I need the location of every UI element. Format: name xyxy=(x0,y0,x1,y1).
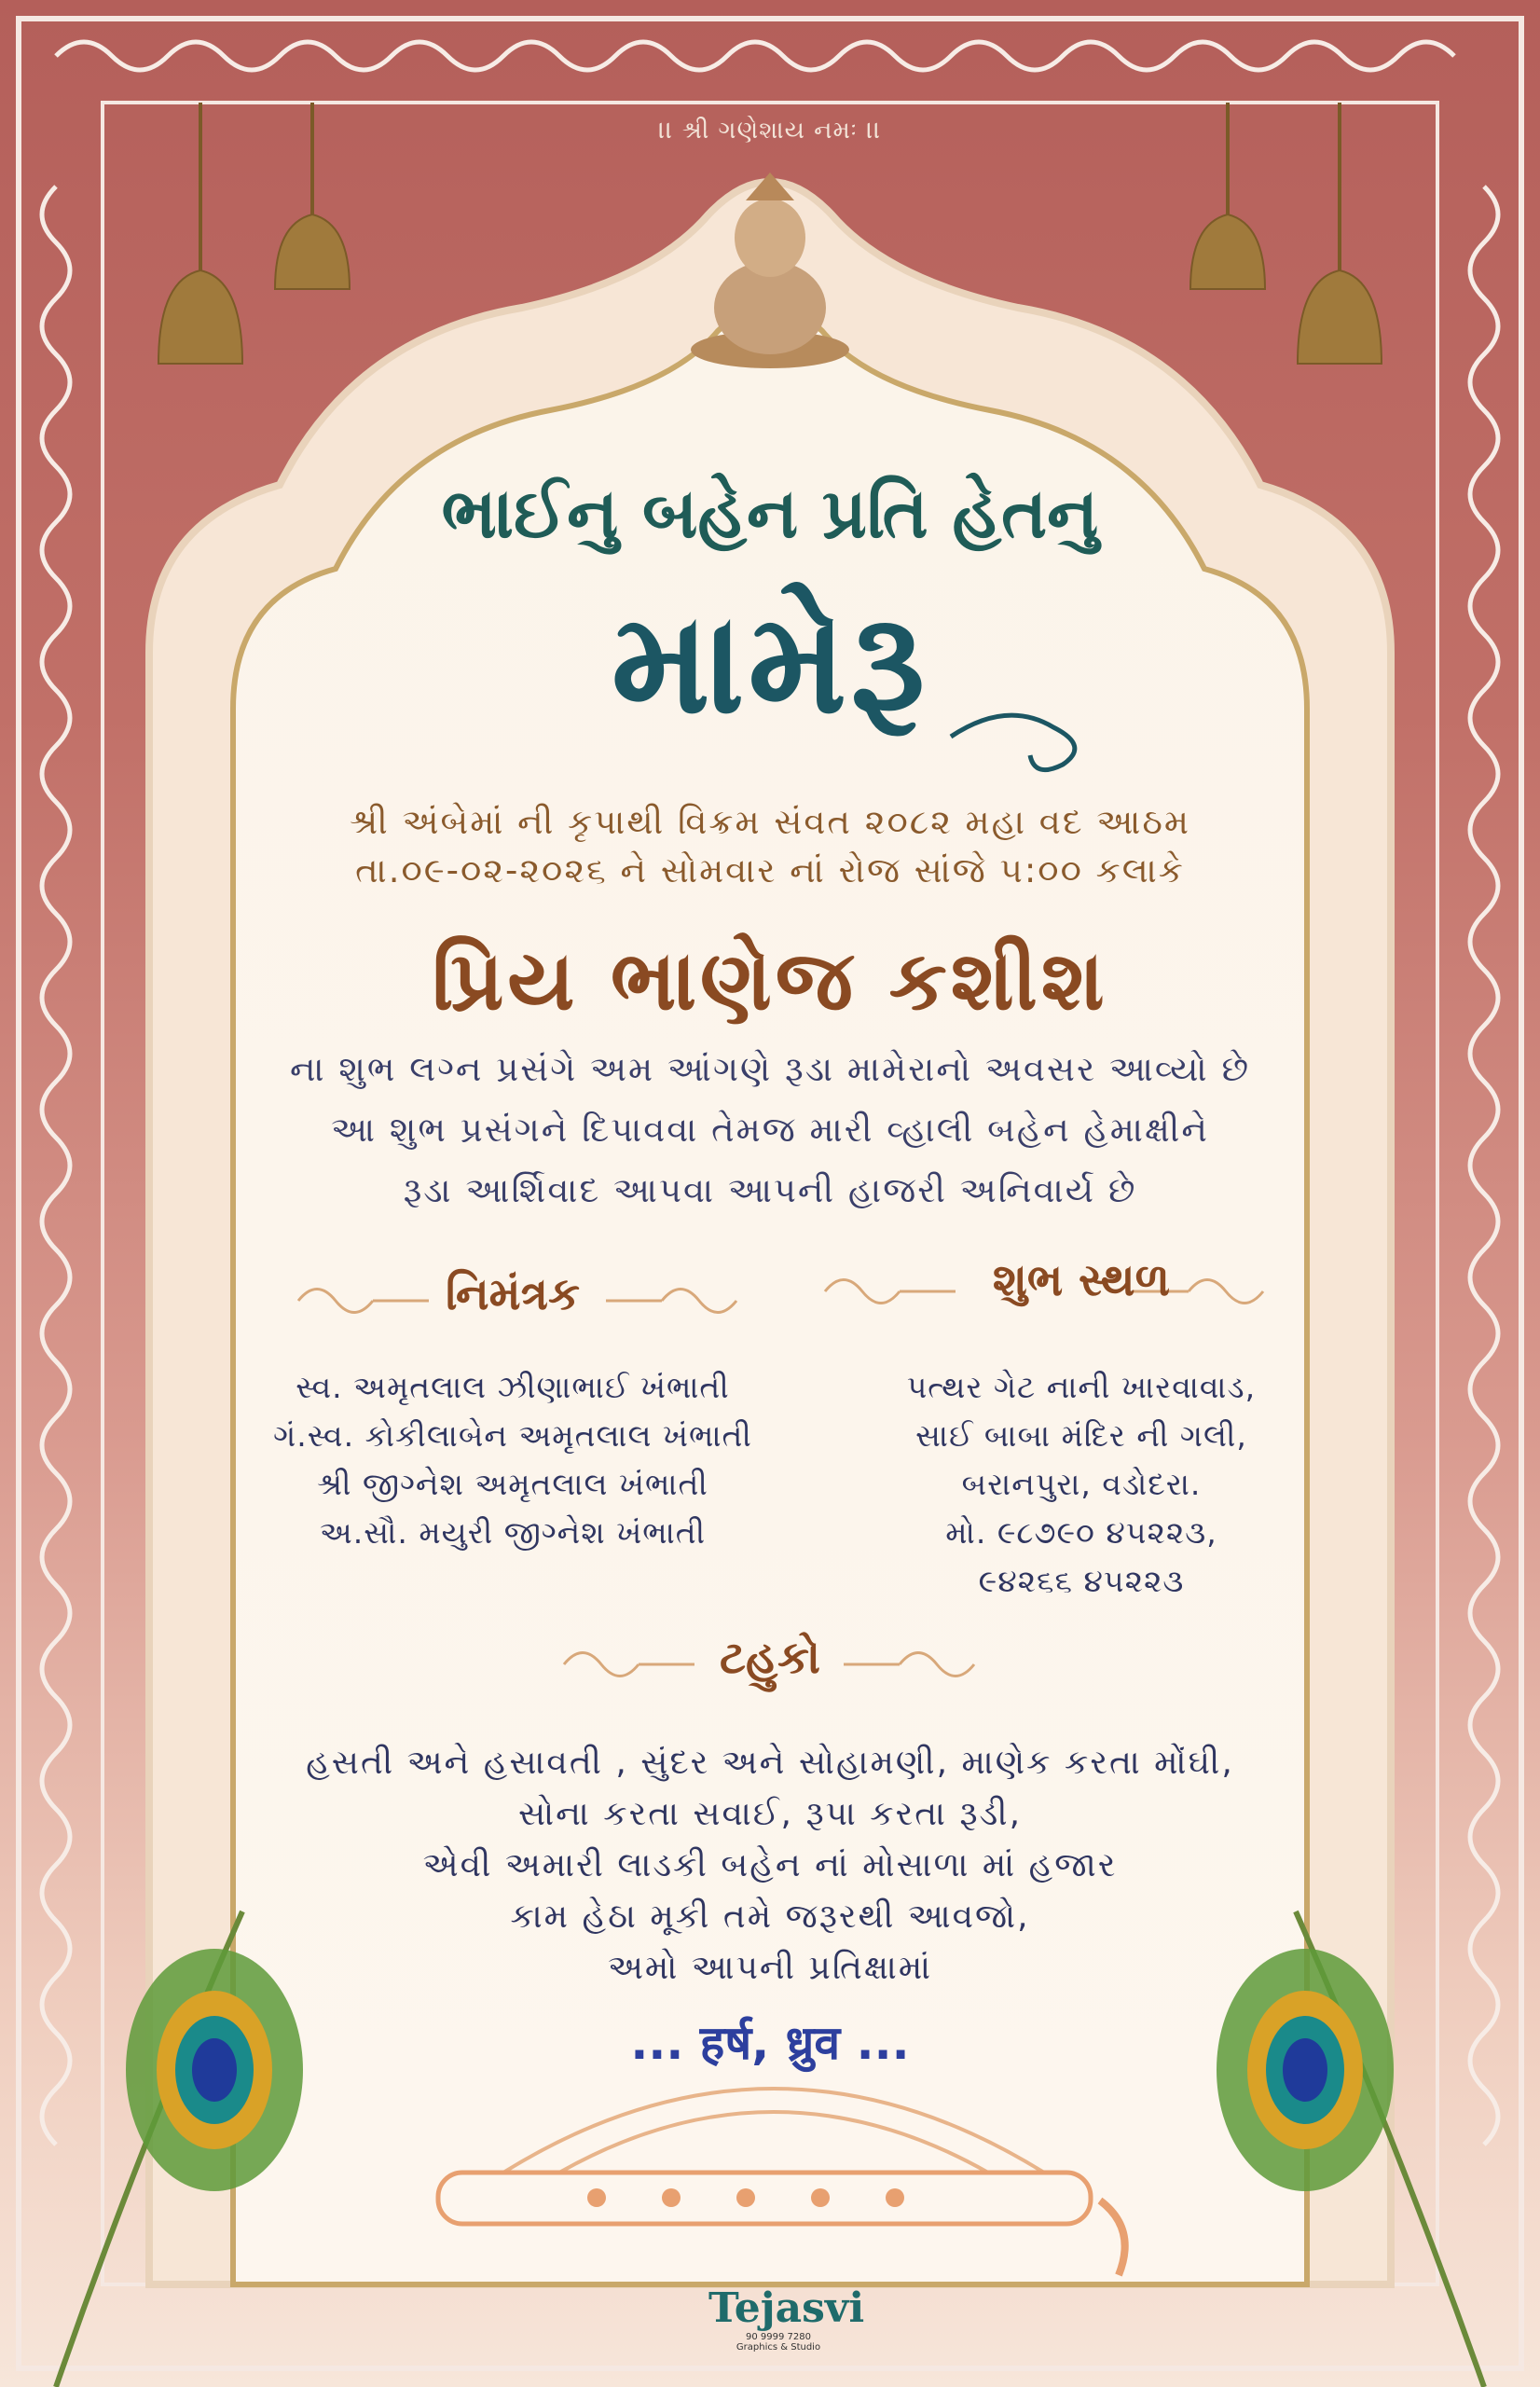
inviter-name: શ્રી જીગ્નેશ અમૃતલાલ ખંભાતી xyxy=(317,1466,708,1502)
heading: ભાઈનુ બહેન પ્રતિ હેતનુ xyxy=(441,474,1099,554)
logo-tagline: Graphics & Studio xyxy=(736,2342,821,2353)
honoree-name: પ્રિય ભાણેજ કશીશ xyxy=(432,932,1108,1028)
logo-name: Tejasvi xyxy=(708,2284,865,2332)
venue-phone: ૯૪૨૬૬ ૪૫૨૨૩ xyxy=(978,1563,1185,1599)
page-title: મામેરૂ xyxy=(611,583,929,745)
message-line-3: રૂડા આર્શિવાદ આપવા આપની હાજરી અનિવાર્ય છે xyxy=(403,1170,1137,1210)
tahuko-line: કામ હેઠા મૂકી તમે જરૂરથી આવજો, xyxy=(510,1897,1030,1936)
inviters-heading: નિમંત્રક xyxy=(446,1268,580,1320)
venue-section xyxy=(820,1254,1342,1606)
inviter-name: અ.સૌ. મયુરી જીગ્નેશ ખંભાતી xyxy=(319,1514,707,1551)
intro-line-1: શ્રી અંબેમાં ની કૃપાથી વિક્રમ સંવત ૨૦૮૨ મહા વદ આઠમ xyxy=(349,802,1191,842)
intro-line-2: તા.૦૯-૦૨-૨૦૨૬ ને સોમવાર નાં રોજ સાંજે ૫:૦૦ કલાકે xyxy=(355,850,1185,890)
message-line-1: ના શુભ લગ્ન પ્રસંગે અમ આંગણે રૂડા મામેરાનો અવસર આવ્યો છે xyxy=(289,1049,1251,1089)
bell-icon xyxy=(275,214,350,289)
venue-line: સાઈ બાબા મંદિર ની ગલી, xyxy=(915,1417,1247,1454)
inviter-name: ગં.સ્વ. કોકીલાબેન અમૃતલાલ ખંભાતી xyxy=(273,1417,752,1454)
venue-line: પત્થર ગેટ નાની ખારવાવાડ, xyxy=(906,1369,1257,1405)
venue-heading: શુભ સ્થળ xyxy=(992,1254,1171,1306)
inviter-name: સ્વ. અમૃતલાલ ઝીણાભાઈ ખંભાતી xyxy=(296,1369,730,1405)
tahuko-line: અમો આપની પ્રતિક્ષામાં xyxy=(607,1949,933,1987)
studio-logo xyxy=(708,2284,865,2353)
signature: ... हर्ष, ध्रुव ... xyxy=(630,2016,910,2070)
bell-icon xyxy=(1298,270,1382,364)
message-line-2: આ શુભ પ્રસંગને દિપાવવા તેમજ મારી વ્હાલી બહેન હેમાક્ષીને xyxy=(331,1110,1209,1150)
invocation-line: ।। શ્રી ગણેશાય નમઃ ।। xyxy=(658,117,882,145)
tahuko-line: હસતી અને હસાવતી , સુંદર અને સોહામણી, માણેક કરતા મોંઘી, xyxy=(306,1744,1234,1782)
logo-phone: 90 9999 7280 xyxy=(746,2332,811,2342)
bell-icon xyxy=(1190,214,1265,289)
venue-line: બરાનપુરા, વડોદરા. xyxy=(961,1466,1202,1502)
tahuko-line: સોના કરતા સવાઈ, રૂપા કરતા રૂડી, xyxy=(517,1795,1023,1833)
tahuko-line: એવી અમારી લાડકી બહેન નાં મોસાળા માં હજાર xyxy=(422,1846,1118,1884)
venue-phone: મો. ૯૮૭૯૦ ૪૫૨૨૩, xyxy=(945,1514,1217,1551)
inviters-section xyxy=(252,1268,774,1557)
bell-icon xyxy=(158,270,242,364)
tahuko-heading: ટહુકો xyxy=(720,1632,820,1684)
